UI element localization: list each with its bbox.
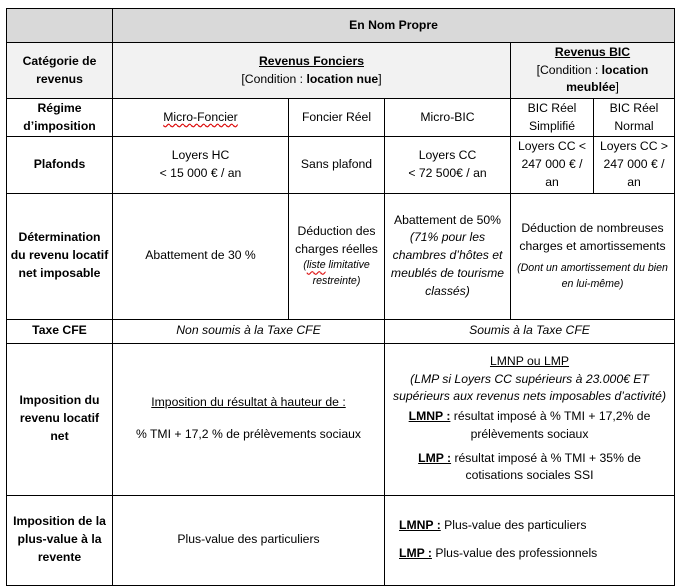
plafond-foncier-reel: Sans plafond <box>289 137 385 193</box>
determination-bic-reel: Déduction de nombreuses charges et amortissements (Dont un amortissement du bien en lui-même) <box>511 193 675 319</box>
bic-reel-note: (Dont un amortissement du bien en lui-même) <box>517 262 668 290</box>
micro-bic-note: (71% pour les chambres d’hôtes et meublés de tourisme classés) <box>390 230 505 298</box>
cell-bic-reel-normal: BIC Réel Normal <box>594 99 675 137</box>
header-row <box>7 9 675 43</box>
row-imposition-revenu <box>7 343 675 495</box>
lmnp-ou-lmp-title: LMNP ou LMP <box>489 354 570 369</box>
revenus-fonciers-condition: [Condition : location nue] <box>241 71 382 86</box>
row-cfe <box>7 319 675 343</box>
determination-foncier-reel: Déduction des charges réelles (liste limitative restreinte) <box>289 193 385 319</box>
header-corner <box>7 9 113 43</box>
foncier-reel-note: (liste limitative restreinte) <box>303 259 370 287</box>
cell-bic-reel-simplifie: BIC Réel Simplifié <box>511 99 594 137</box>
comparison-table <box>6 8 675 586</box>
cell-micro-foncier: Micro-Foncier <box>113 99 289 137</box>
plus-value-fonciers: Plus-value des particuliers <box>113 495 385 585</box>
row-plafonds <box>7 137 675 193</box>
determination-micro-foncier: Abattement de 30 % <box>113 193 289 319</box>
plafond-micro-foncier: Loyers HC < 15 000 € / an <box>113 137 289 193</box>
imposition-bic <box>385 343 675 495</box>
plus-value-lmnp: LMNP : Plus-value des particuliers <box>399 518 587 533</box>
cell-micro-bic: Micro-BIC <box>385 99 511 137</box>
cfe-fonciers: Non soumis à la Taxe CFE <box>113 319 385 343</box>
row-label-imposition-revenu: Imposition du revenu locatif net <box>7 343 113 495</box>
lmp-imposition: LMP : résultat imposé à % TMI + 35% de cotisations sociales SSI <box>418 450 641 483</box>
row-label-cfe: Taxe CFE <box>7 319 113 343</box>
determination-micro-bic: Abattement de 50% (71% pour les chambres d’hôtes et meublés de tourisme classés) <box>385 193 511 319</box>
revenus-fonciers-title: Revenus Fonciers <box>259 53 364 68</box>
plafond-micro-bic: Loyers CC < 72 500€ / an <box>385 137 511 193</box>
row-label-categorie: Catégorie de revenus <box>7 43 113 99</box>
revenus-bic-title: Revenus BIC <box>554 45 631 59</box>
row-determination <box>7 193 675 319</box>
plafond-bic-simplifie: Loyers CC < 247 000 € / an <box>511 137 594 193</box>
cell-revenus-fonciers <box>113 43 511 99</box>
lmp-condition-note: (LMP si Loyers CC supérieurs à 23.000€ ET supérieurs aux revenus nets imposables d’activité) <box>393 371 666 404</box>
row-label-plus-value: Imposition de la plus-value à la revente <box>7 495 113 585</box>
row-label-plafonds: Plafonds <box>7 137 113 193</box>
row-label-regime: Régime d’imposition <box>7 99 113 137</box>
plus-value-bic <box>385 495 675 585</box>
revenus-bic-condition: [Condition : location meublée] <box>536 62 649 95</box>
imposition-fonciers: Imposition du résultat à hauteur de : % TMI + 17,2 % de prélèvements sociaux <box>113 343 385 495</box>
plafond-bic-normal: Loyers CC > 247 000 € / an <box>594 137 675 193</box>
row-plus-value <box>7 495 675 585</box>
cell-revenus-bic <box>511 43 675 99</box>
cell-foncier-reel: Foncier Réel <box>289 99 385 137</box>
header-title: En Nom Propre <box>113 9 675 43</box>
row-regime <box>7 99 675 137</box>
cfe-bic: Soumis à la Taxe CFE <box>385 319 675 343</box>
row-categorie <box>7 43 675 99</box>
plus-value-lmp: LMP : Plus-value des professionnels <box>399 546 598 560</box>
lmnp-imposition: LMNP : résultat imposé à % TMI + 17,2% de prélèvements sociaux <box>408 409 651 441</box>
row-label-determination: Détermination du revenu locatif net imposable <box>7 193 113 319</box>
